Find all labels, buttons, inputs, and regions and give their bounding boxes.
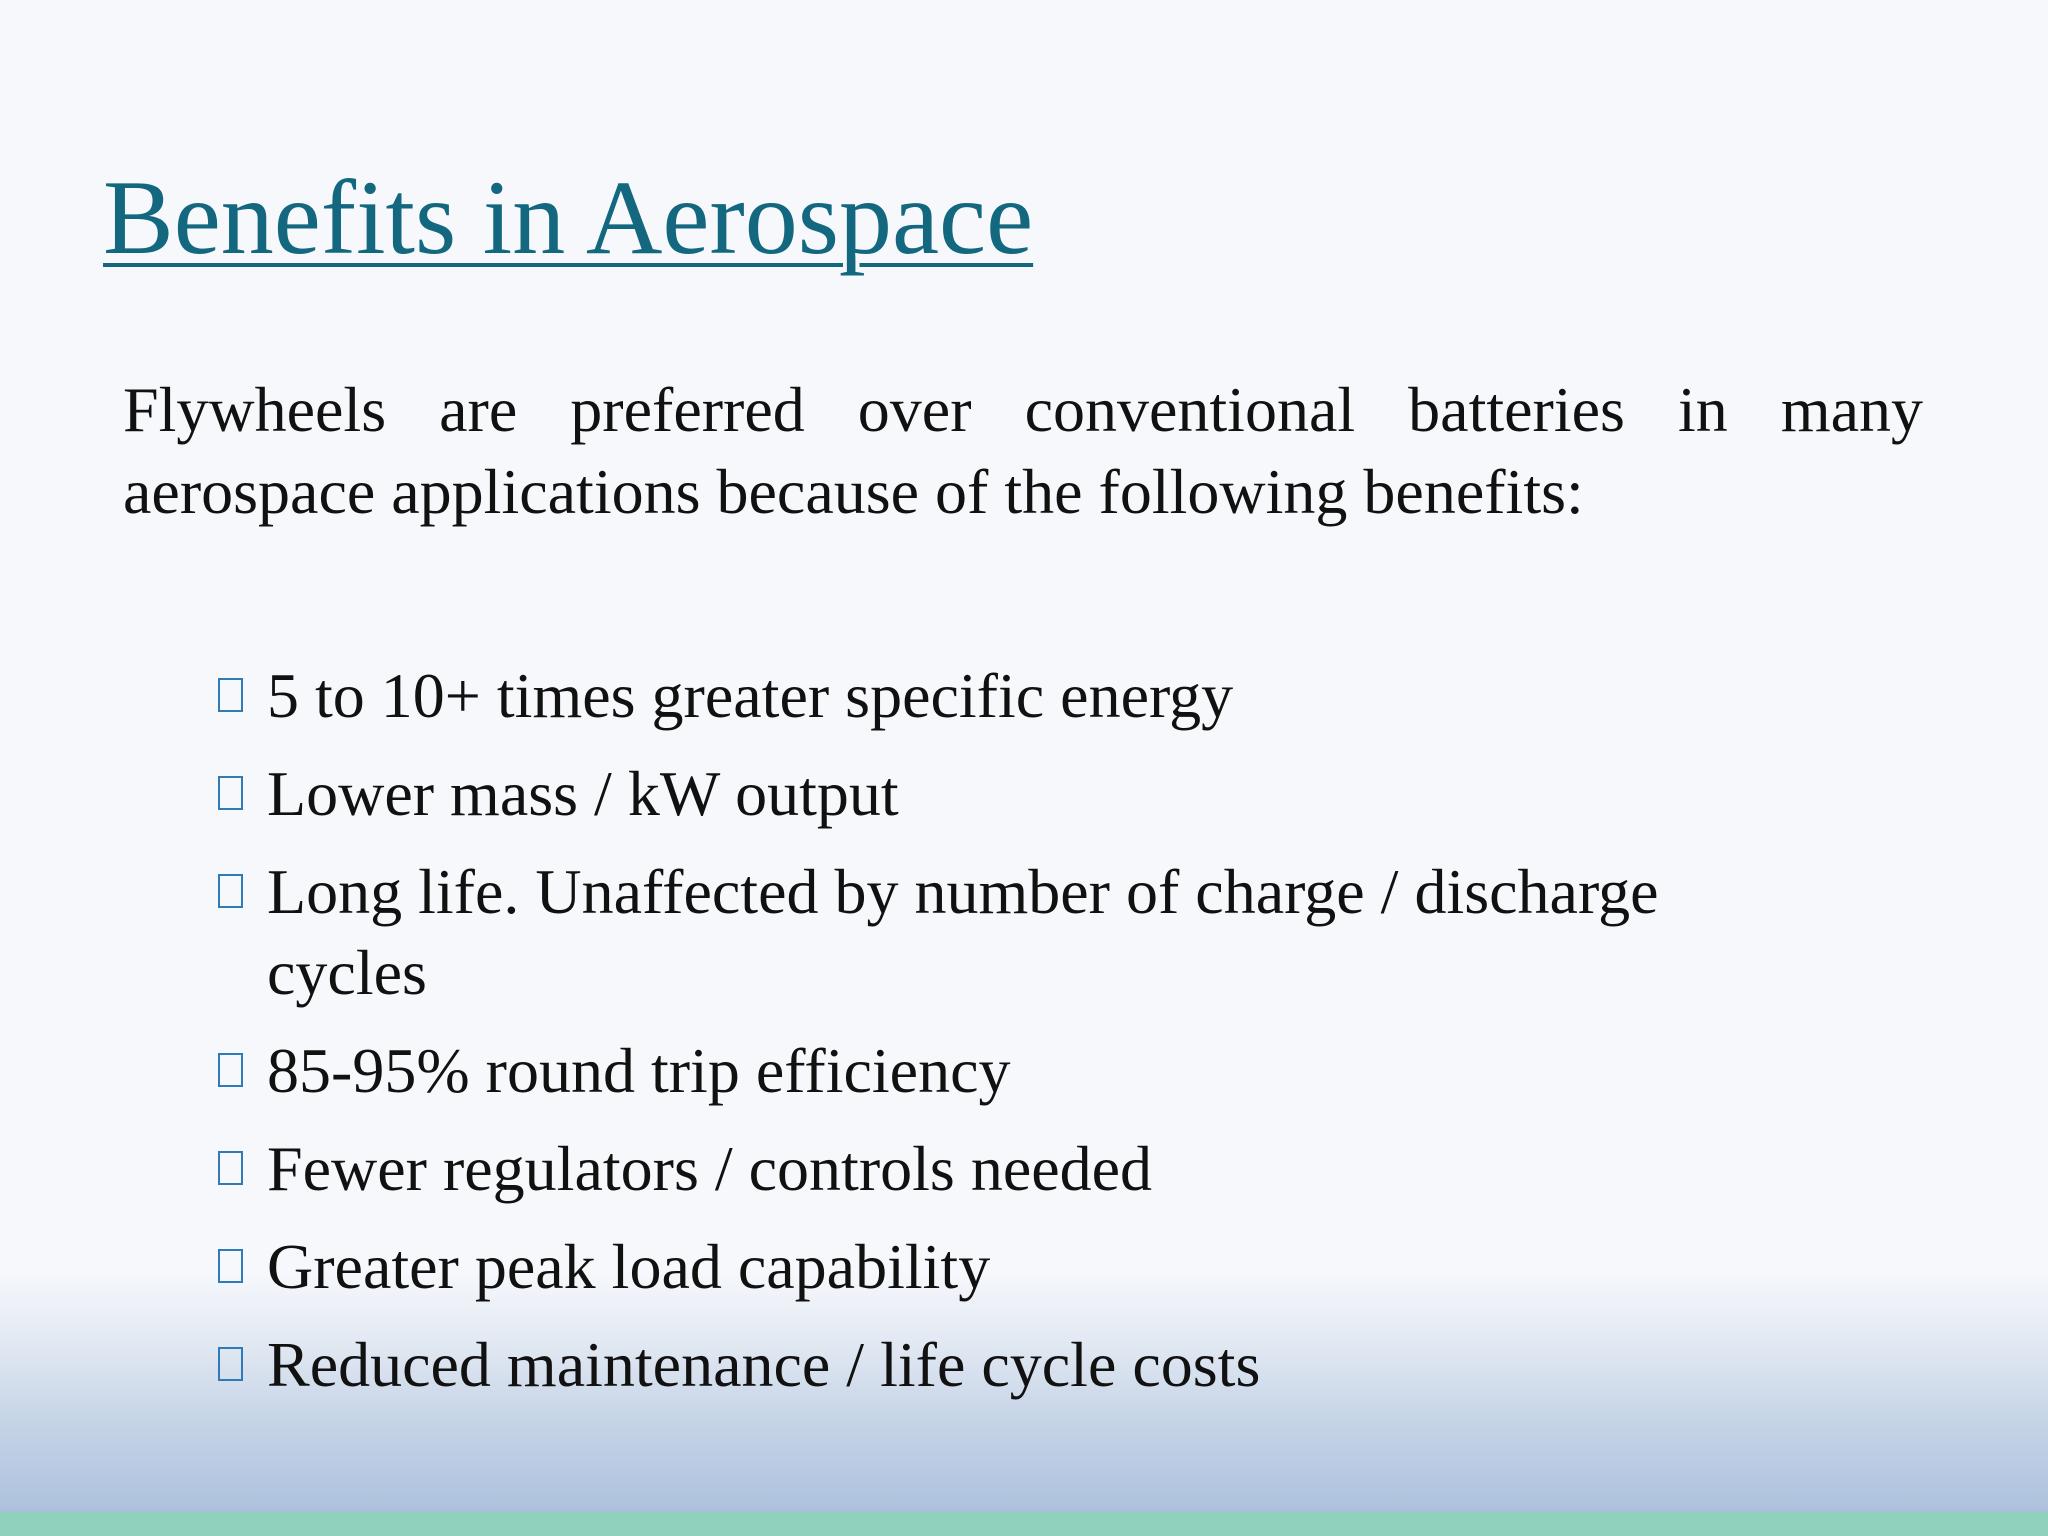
square-bullet-icon [218,1151,243,1185]
list-item [216,1030,1796,1111]
list-item [216,753,1796,834]
bottom-accent-band [0,1512,2048,1536]
list-item [216,1128,1796,1209]
square-bullet-icon [218,874,243,908]
list-item [216,851,1796,1013]
square-bullet-icon [218,776,243,810]
benefit-text: Lower mass / kW output [267,758,899,829]
list-item [216,1324,1796,1405]
square-bullet-icon [218,1053,243,1087]
square-bullet-icon [218,1249,243,1283]
square-bullet-icon [218,1347,243,1381]
intro-paragraph: Flywheels are preferred over conventional batteries in many aerospace applications because of the following benefits: [123,374,1923,527]
benefit-text: Greater peak load capability [267,1231,991,1302]
benefits-list [216,655,1796,1422]
list-item [216,1226,1796,1307]
benefit-text: Fewer regulators / controls needed [267,1133,1153,1204]
benefit-text: 85-95% round trip efficiency [267,1035,1011,1106]
list-item [216,655,1796,736]
benefit-text: 5 to 10+ times greater specific energy [267,660,1234,731]
benefit-text: Long life. Unaffected by number of charge / discharge cycles [267,856,1659,1008]
square-bullet-icon [218,678,243,712]
benefit-text: Reduced maintenance / life cycle costs [267,1329,1261,1400]
slide-title: Benefits in Aerospace [103,159,1034,276]
